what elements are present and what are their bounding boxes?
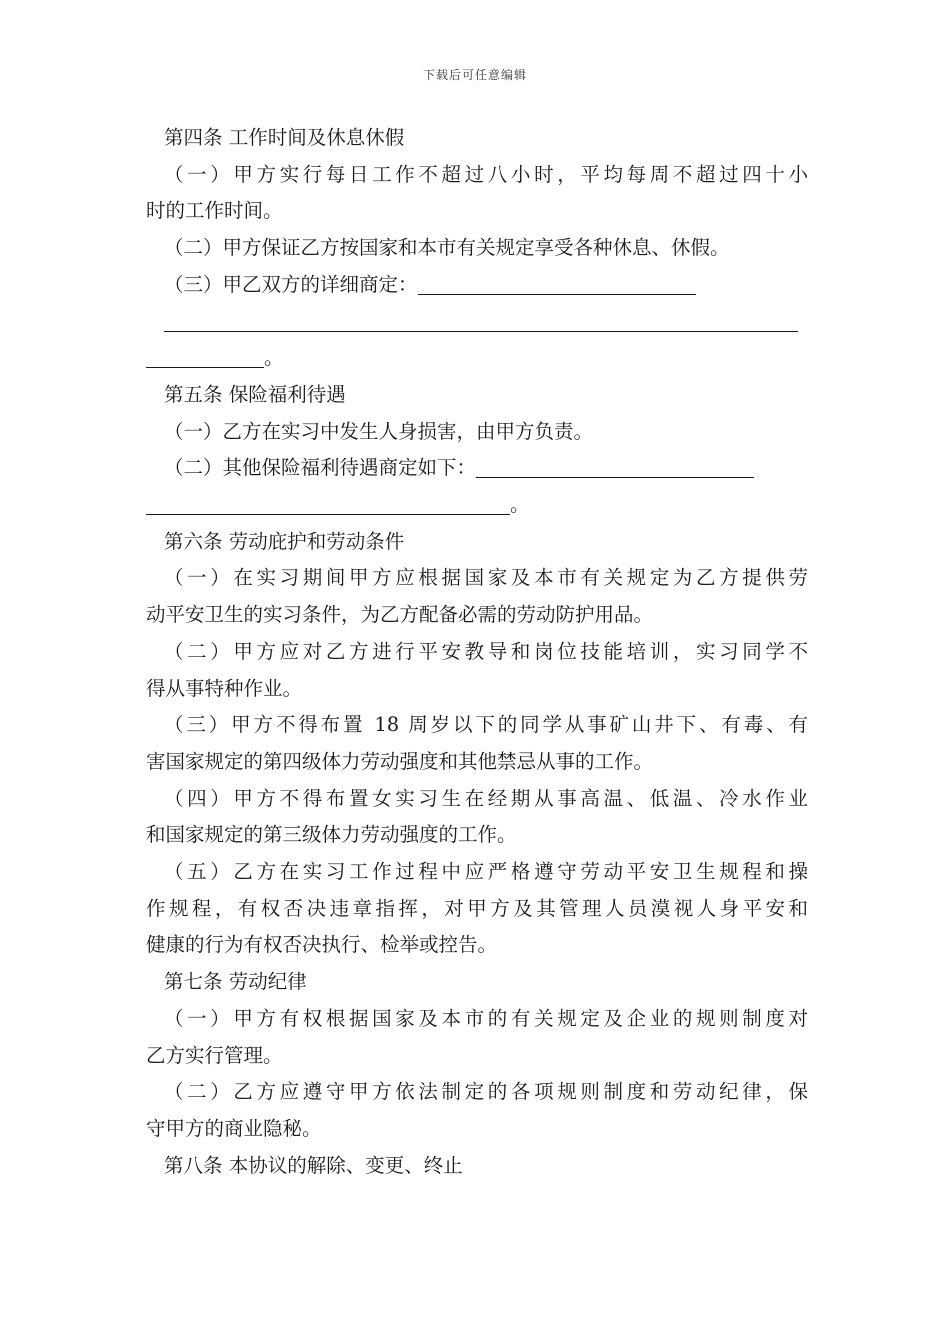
article-4-item-3-period: 。: [264, 346, 284, 370]
article-4-title: 第四条 工作时间及休息休假: [164, 126, 405, 149]
article-4-item-3-continuation: [146, 304, 808, 341]
page-header: 下载后可任意编辑: [422, 68, 527, 82]
article-6-item-5-line-2: 作规程，有权否决违章指挥，对甲方及其管理人员漠视人身平安和: [146, 896, 808, 920]
article-7-title: 第七条 劳动纪律: [164, 970, 307, 994]
article-5-item-2-period: 。: [510, 493, 530, 517]
article-7-item-2-line-2: 守甲方的商业隐秘。: [146, 1116, 322, 1140]
fill-blank-line[interactable]: [476, 455, 754, 478]
article-7-item-2-line-1: （二）乙方应遵守甲方依法制定的各项规则制度和劳动纪律，保: [164, 1080, 808, 1104]
article-5-item-2-label: （二）其他保险福利待遇商定如下：: [164, 456, 477, 480]
article-7-item-1-line-2: 乙方实行管理。: [146, 1043, 283, 1067]
article-6-item-5-line-3: 健康的行为有权否决执行、检举或控告。: [146, 933, 498, 957]
article-5-item-2-end-line: [146, 487, 808, 524]
article-6-item-1-line-2: 动平安卫生的实习条件，为乙方配备必需的劳动防护用品。: [146, 603, 654, 627]
document-body: [146, 120, 808, 1184]
article-6-title: 第六条 劳动庇护和劳动条件: [164, 529, 405, 553]
fill-blank-line[interactable]: [418, 272, 696, 295]
article-4-item-1-line-1: （一）甲方实行每日工作不超过八小时，平均每周不超过四十小: [164, 162, 808, 186]
fill-blank-line[interactable]: [146, 492, 510, 515]
article-4-item-1-line-2: 时的工作时间。: [146, 199, 283, 223]
article-5-item-1: （一）乙方在实习中发生人身损害，由甲方负责。: [164, 419, 594, 443]
article-4-item-3-label: （三）甲乙双方的详细商定：: [164, 272, 418, 296]
article-6-item-4-line-2: 和国家规定的第三级体力劳动强度的工作。: [146, 823, 517, 847]
article-6-item-3-line-1: （三）甲方不得布置 18 周岁以下的同学从事矿山井下、有毒、有: [164, 713, 808, 737]
article-4-item-3: [146, 267, 808, 304]
article-8-title: 第八条 本协议的解除、变更、终止: [164, 1153, 463, 1177]
article-6-item-5-line-1: （五）乙方在实习工作过程中应严格遵守劳动平安卫生规程和操: [164, 860, 808, 884]
article-4-item-2: （二）甲方保证乙方按国家和本市有关规定享受各种休息、休假。: [164, 236, 730, 260]
article-4-item-3-end-line: [146, 340, 808, 377]
article-5-item-2: [146, 450, 808, 487]
article-6-item-1-line-1: （一）在实习期间甲方应根据国家及本市有关规定为乙方提供劳: [164, 566, 808, 590]
article-6-item-3-line-2: 害国家规定的第四级体力劳动强度和其他禁忌从事的工作。: [146, 749, 654, 773]
fill-blank-line[interactable]: [146, 345, 264, 368]
article-6-item-2-line-1: （二）甲方应对乙方进行平安教导和岗位技能培训，实习同学不: [164, 639, 808, 663]
article-5-title: 第五条 保险福利待遇: [164, 382, 346, 406]
article-6-item-2-line-2: 得从事特种作业。: [146, 676, 303, 700]
fill-blank-line[interactable]: [164, 309, 798, 332]
article-7-item-1-line-1: （一）甲方有权根据国家及本市的有关规定及企业的规则制度对: [164, 1006, 808, 1030]
article-6-item-4-line-1: （四）甲方不得布置女实习生在经期从事高温、低温、冷水作业: [164, 786, 808, 810]
